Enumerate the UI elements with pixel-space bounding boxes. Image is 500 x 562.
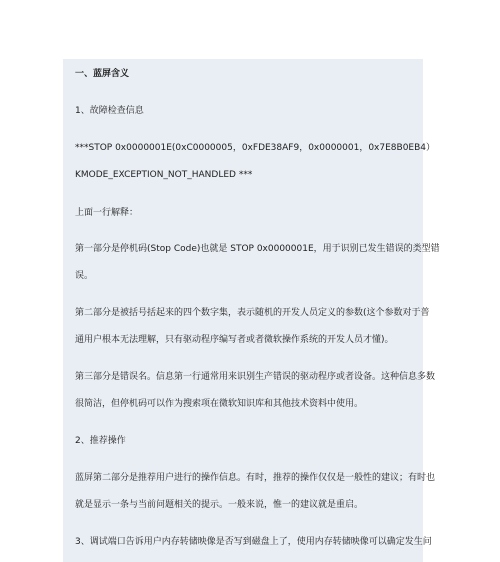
section-title-1: 1、故障检查信息 [75, 106, 144, 116]
document-page [63, 59, 440, 562]
paragraph-4-line-2: 就是显示一条与当前问题相关的提示。一般来说，惟一的建议就是重启。 [75, 500, 364, 510]
section-title-2: 2、推荐操作 [75, 436, 126, 446]
paragraph-3-line-2: 很简洁，但停机码可以作为搜索项在微软知识库和其他技术资料中使用。 [75, 399, 364, 409]
explain-line: 上面一行解释： [75, 208, 139, 218]
heading: 一、蓝屏含义 [75, 69, 130, 79]
paragraph-5-line-1: 3、调试端口告诉用户内存转储映像是否写到磁盘上了，使用内存转储映像可以确定发生问 [75, 537, 432, 547]
paragraph-1-line-2: 误。 [75, 271, 94, 281]
paragraph-1-line-1: 第一部分是停机码(Stop Code)也就是 STOP 0x0000001E，用于识别已发生错误的类型错 [75, 244, 440, 254]
paragraph-2-line-1: 第二部分是被括号括起来的四个数字集，表示随机的开发人员定义的参数(这个参数对于普 [75, 308, 430, 318]
stop-code-line: ***STOP 0x0000001E(0xC0000005，0xFDE38AF9，0x0000001，0x7E8B0EB4） [75, 143, 436, 153]
paragraph-4-line-1: 蓝屏第二部分是推荐用户进行的操作信息。有时，推荐的操作仅仅是一般性的建议；有时也 [75, 473, 436, 483]
paragraph-2-line-2: 通用户根本无法理解，只有驱动程序编写者或者微软操作系统的开发人员才懂)。 [75, 335, 394, 345]
kmode-line: KMODE_EXCEPTION_NOT_HANDLED *** [75, 170, 253, 180]
paragraph-3-line-1: 第三部分是错误名。信息第一行通常用来识别生产错误的驱动程序或者设备。这种信息多数 [75, 372, 436, 382]
